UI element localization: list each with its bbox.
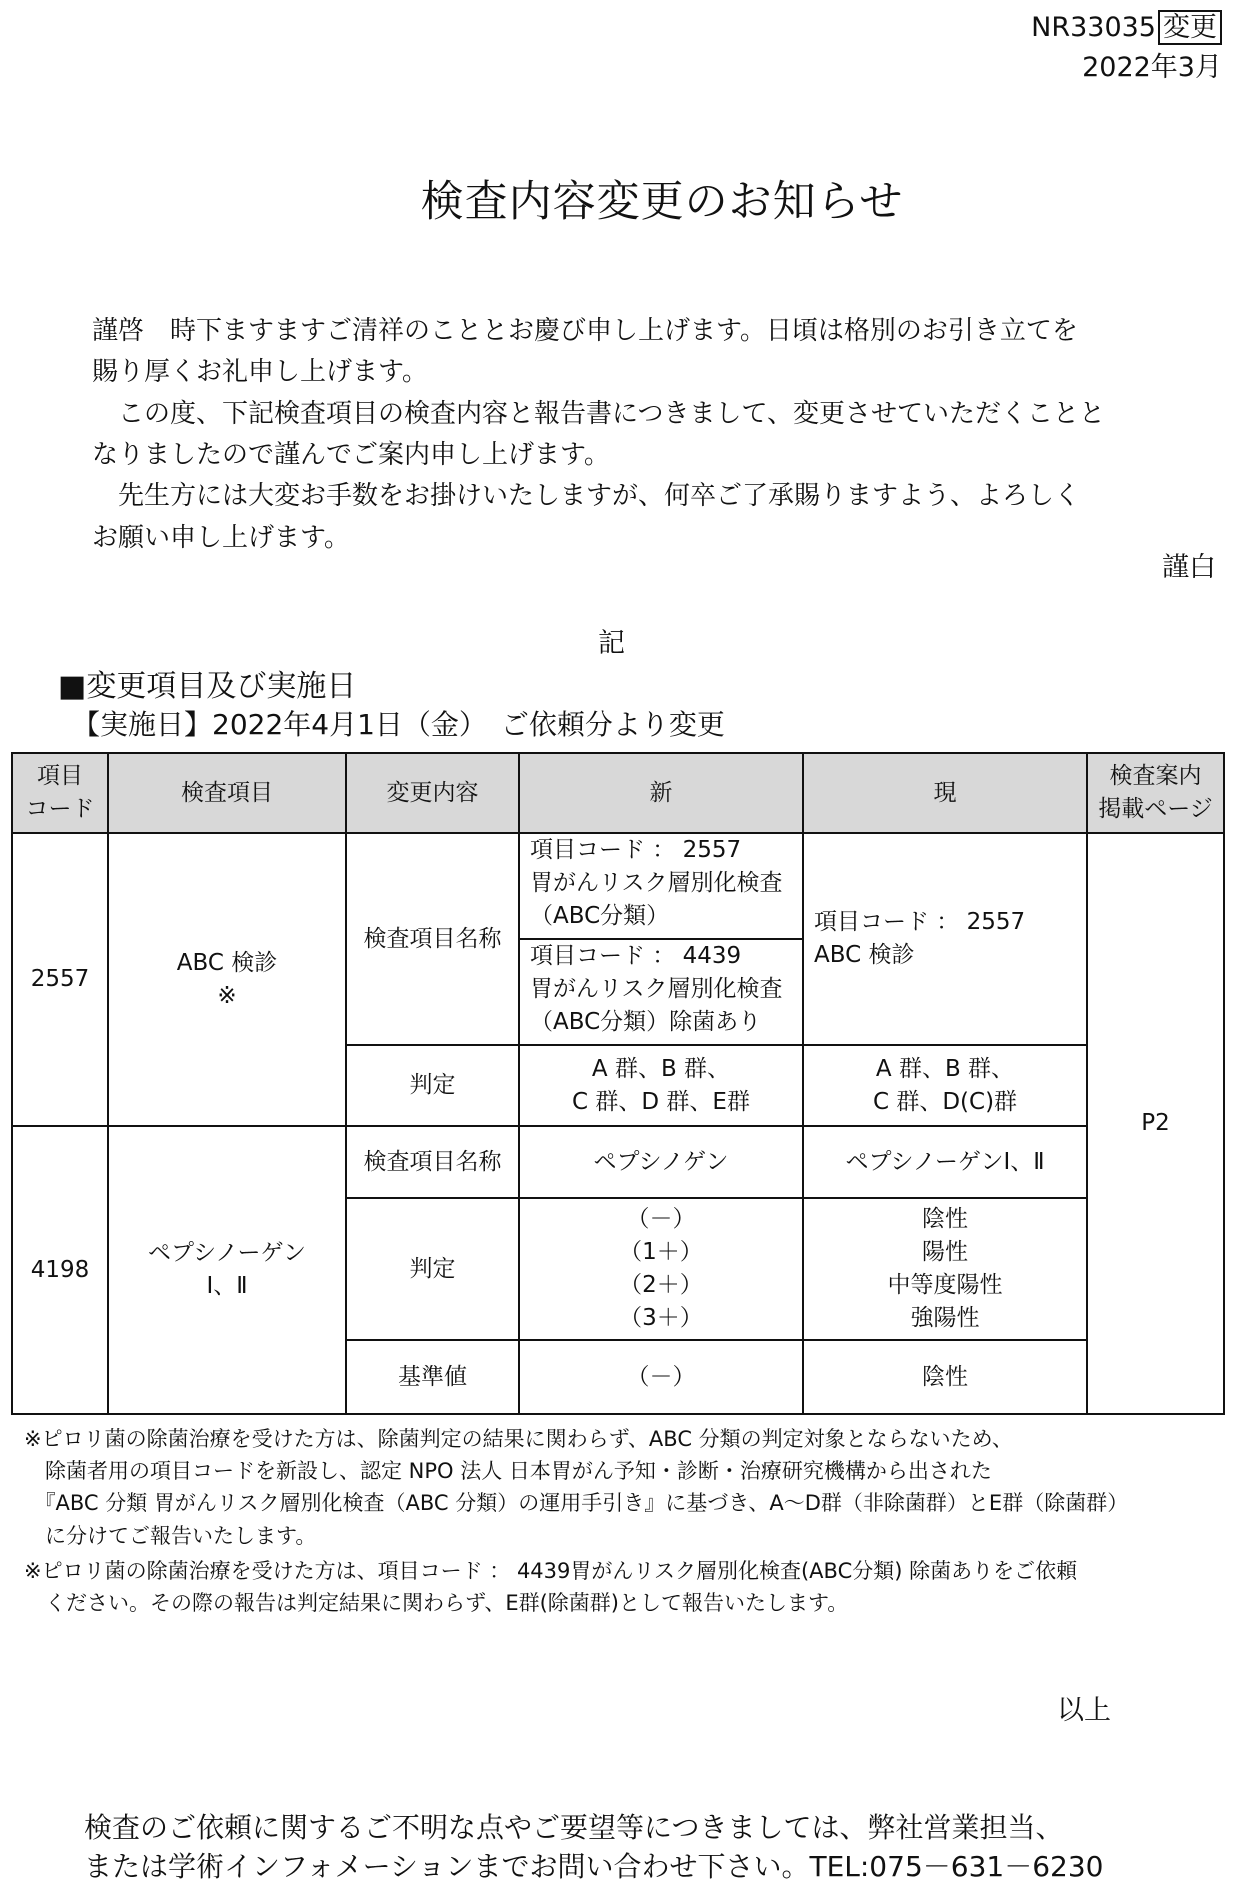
row2-change-name: 検査項目名称	[346, 1126, 519, 1198]
body-line-6: お願い申し上げます。	[92, 523, 350, 553]
ki-heading: 記	[598, 628, 625, 659]
row2-current-judge: 陰性 陽性 中等度陽性 強陽性	[803, 1198, 1087, 1340]
row1-change-name: 検査項目名称	[346, 833, 519, 1045]
body-line-3: この度、下記検査項目の検査内容と報告書につきまして、変更させていただくことと	[92, 399, 1105, 429]
body-line-2: 賜り厚くお礼申し上げます。	[92, 357, 428, 387]
body-line-5: 先生方には大変お手数をお掛けいたしますが、何卒ご了承賜りますよう、よろしく	[92, 481, 1081, 511]
row1-current-judge: A 群、B 群、 C 群、D(C)群	[803, 1045, 1087, 1126]
document-number	[1031, 10, 1222, 46]
closing-word: 謹白	[1162, 552, 1216, 583]
row2-new-ref: （－）	[519, 1340, 803, 1414]
document-number-text: NR33035	[1031, 12, 1156, 43]
issue-date: 2022年3月	[1082, 52, 1222, 83]
header-item: 検査項目	[108, 753, 346, 833]
table-row	[12, 833, 1224, 939]
row2-change-ref: 基準値	[346, 1340, 519, 1414]
note-line: 『ABC 分類 胃がんリスク層別化検査（ABC 分類）の運用手引き』に基づき、A～D群（非除菌群）とE群（除菌群）	[24, 1491, 1129, 1515]
row2-change-judge: 判定	[346, 1198, 519, 1340]
note-line: ください。その際の報告は判定結果に関わらず、E群(除菌群)として報告いたします。	[24, 1591, 849, 1615]
table-header-row	[12, 753, 1224, 833]
row1-new-judge: A 群、B 群、 C 群、D 群、E群	[519, 1045, 803, 1126]
end-mark: 以上	[1057, 1695, 1111, 1726]
page-ref: P2	[1087, 833, 1224, 1414]
implementation-date: 【実施日】2022年4月1日（金） ご依頼分より変更	[72, 708, 725, 741]
row2-new-judge: （－） （1＋） （2＋） （3＋）	[519, 1198, 803, 1340]
note-line: ※ピロリ菌の除菌治療を受けた方は、項目コード ： 4439胃がんリスク層別化検査(ABC分類) 除菌ありをご依頼	[24, 1559, 1078, 1583]
row1-code: 2557	[12, 833, 108, 1126]
row1-current-name: 項目コード ： 2557 ABC 検診	[803, 833, 1087, 1045]
row2-new-name: ペプシノゲン	[519, 1126, 803, 1198]
section-title: ■変更項目及び実施日	[58, 669, 357, 704]
table-row	[12, 1126, 1224, 1198]
header-new: 新	[519, 753, 803, 833]
row2-current-ref: 陰性	[803, 1340, 1087, 1414]
row2-item: ペプシノーゲン Ⅰ、Ⅱ	[108, 1126, 346, 1414]
footer-line-1: 検査のご依頼に関するご不明な点やご要望等につきましては、弊社営業担当、	[84, 1811, 1064, 1844]
change-stamp: 変更	[1158, 10, 1222, 45]
body-line-4: なりましたので謹んでご案内申し上げます。	[92, 440, 610, 470]
row1-item: ABC 検診 ※	[108, 833, 346, 1126]
note-line: 除菌者用の項目コードを新設し、認定 NPO 法人 日本胃がん予知・診断・治療研究機構から出された	[24, 1459, 992, 1483]
footer-line-2: または学術インフォメーションまでお問い合わせ下さい。TEL:075－631－6230	[84, 1850, 1104, 1883]
note-line: に分けてご報告いたします。	[24, 1524, 317, 1548]
note-line: ※ピロリ菌の除菌治療を受けた方は、除菌判定の結果に関わらず、ABC 分類の判定対象とならないため、	[24, 1427, 1013, 1451]
row1-change-judge: 判定	[346, 1045, 519, 1126]
page-title: 検査内容変更のお知らせ	[420, 177, 904, 227]
header-change: 変更内容	[346, 753, 519, 833]
row2-code: 4198	[12, 1126, 108, 1414]
row1-new-name-a: 項目コード ： 2557 胃がんリスク層別化検査 （ABC分類）	[519, 833, 803, 939]
row2-current-name: ペプシノーゲンⅠ、Ⅱ	[803, 1126, 1087, 1198]
header-page: 検査案内 掲載ページ	[1087, 753, 1224, 833]
row1-new-name-b: 項目コード ： 4439 胃がんリスク層別化検査 （ABC分類）除菌あり	[519, 939, 803, 1045]
header-current: 現	[803, 753, 1087, 833]
change-table	[11, 752, 1225, 1415]
body-line-1: 謹啓 時下ますますご清祥のこととお慶び申し上げます。日頃は格別のお引き立てを	[92, 316, 1078, 346]
header-code: 項目 コード	[12, 753, 108, 833]
